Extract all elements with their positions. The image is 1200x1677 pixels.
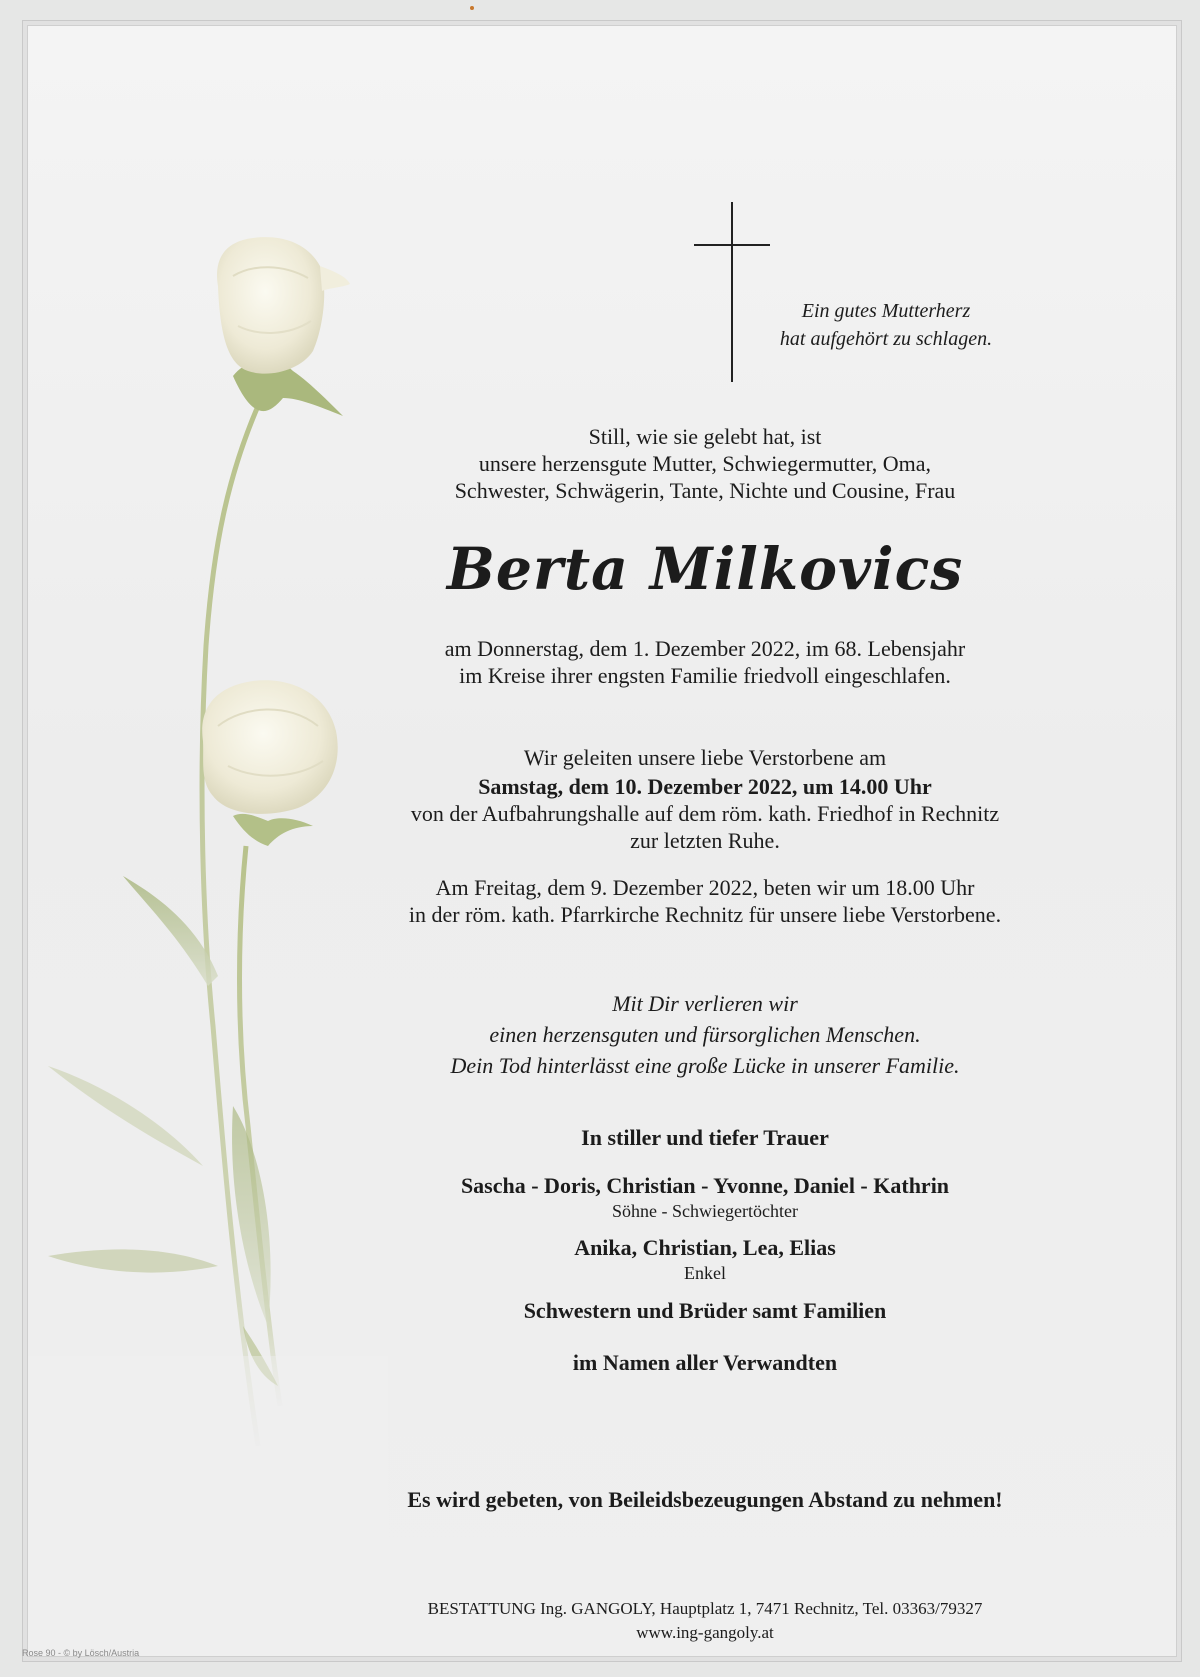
death-line: im Kreise ihrer engsten Familie friedvoll eingeschlafen.	[459, 663, 951, 688]
footer-website: www.ing-gangoly.at	[636, 1623, 774, 1642]
mourners-heading: In stiller und tiefer Trauer	[581, 1125, 829, 1150]
prayer-line: Am Freitag, dem 9. Dezember 2022, beten wir um 18.00 Uhr	[435, 875, 975, 900]
mourners-relatives: im Namen aller Verwandten	[572, 1350, 838, 1375]
funeral-line: zur letzten Ruhe.	[630, 828, 780, 853]
motto-line: hat aufgehört zu schlagen.	[779, 328, 993, 350]
deceased-name: Berta Milkovics	[446, 535, 964, 603]
funeral-date: Samstag, dem 10. Dezember 2022, um 14.00 Uhr	[478, 774, 932, 799]
motto	[746, 297, 1026, 353]
intro-text	[340, 423, 1070, 504]
mourners-children-role: Söhne - Schwiegertöchter	[612, 1201, 798, 1221]
funeral-home-footer	[340, 1597, 1070, 1645]
intro-line: Schwester, Schwägerin, Tante, Nichte und Cousine, Frau	[454, 478, 956, 503]
funeral-info	[340, 744, 1070, 854]
mourners-siblings: Schwestern und Brüder samt Familien	[523, 1298, 887, 1323]
condolence-request: Es wird gebeten, von Beileidsbezeugungen Abstand zu nehmen!	[407, 1487, 1003, 1512]
mourners-children: Sascha - Doris, Christian - Yvonne, Daniel - Kathrin	[460, 1173, 950, 1198]
tribute-line: einen herzensguten und fürsorglichen Menschen.	[489, 1022, 921, 1047]
mourners-grandchildren-role: Enkel	[684, 1263, 726, 1283]
death-line: am Donnerstag, dem 1. Dezember 2022, im 68. Lebensjahr	[444, 636, 966, 661]
funeral-line: Wir geleiten unsere liebe Verstorbene am	[523, 745, 887, 770]
cross-icon	[694, 202, 770, 382]
tribute-line: Mit Dir verlieren wir	[612, 991, 798, 1016]
ink-speck	[470, 6, 474, 10]
mourners-grandchildren: Anika, Christian, Lea, Elias	[574, 1235, 836, 1260]
tribute-line: Dein Tod hinterlässt eine große Lücke in unserer Familie.	[450, 1053, 960, 1078]
image-credit: Rose 90 - © by Lösch/Austria	[22, 1648, 140, 1658]
white-roses-illustration	[28, 26, 388, 1546]
funeral-line: von der Aufbahrungshalle auf dem röm. kath. Friedhof in Rechnitz	[410, 801, 1000, 826]
prayer-info	[340, 874, 1070, 928]
intro-line: unsere herzensgute Mutter, Schwiegermutter, Oma,	[478, 451, 932, 476]
tribute	[340, 988, 1070, 1081]
death-notice	[340, 635, 1070, 689]
prayer-line: in der röm. kath. Pfarrkirche Rechnitz für unsere liebe Verstorbene.	[408, 902, 1002, 927]
footer-address: BESTATTUNG Ing. GANGOLY, Hauptplatz 1, 7471 Rechnitz, Tel. 03363/79327	[427, 1599, 983, 1618]
motto-line: Ein gutes Mutterherz	[801, 300, 971, 322]
intro-line: Still, wie sie gelebt hat, ist	[588, 424, 822, 449]
